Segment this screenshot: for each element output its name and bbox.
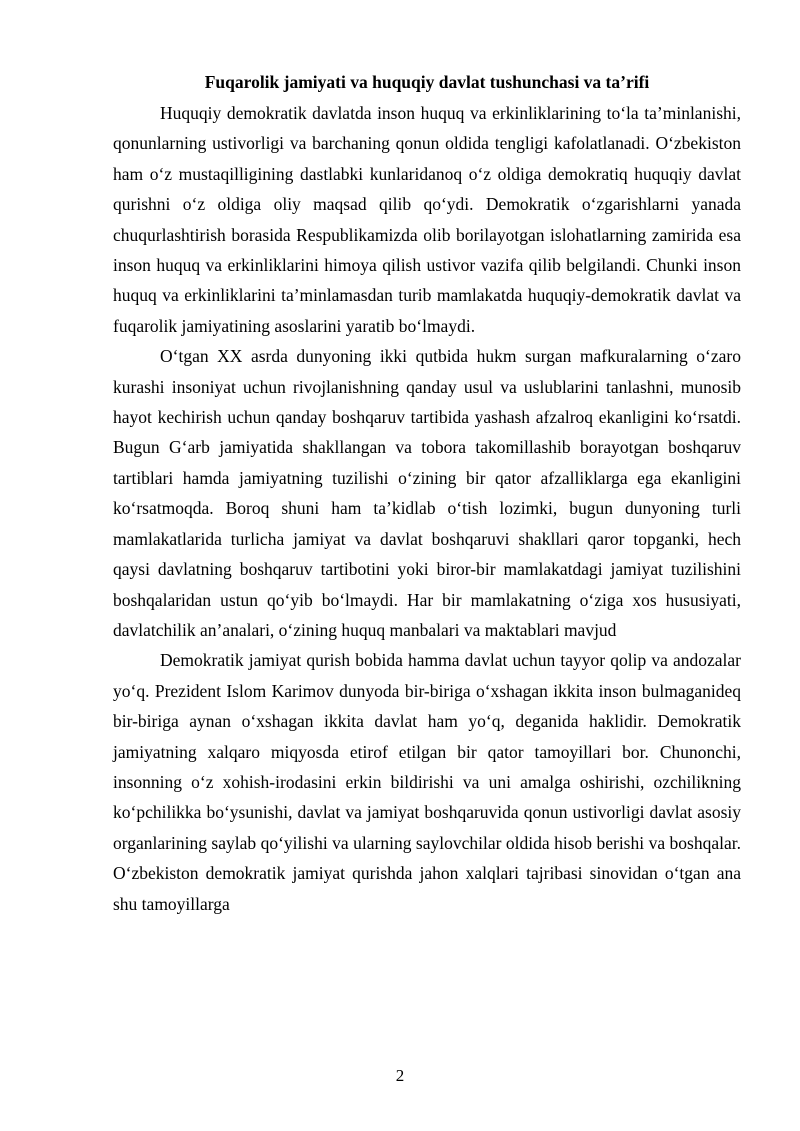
document-title: Fuqarolik jamiyati va huquqiy davlat tushunchasi va ta’rifi bbox=[204, 72, 650, 92]
paragraph-1: Huquqiy demokratik davlatda inson huquq va erkinliklarining to‘la ta’minlanishi, qonunlarning ustivorligi va barchaning qonun oldida tengligi kafolatlanadi. O‘zbekiston ham o‘z mustaqilligining dastlabki kunlaridanoq o‘z oldiga demokratiq huquqiy davlat qurishni o‘z oldiga oliy maqsad qilib qo‘ydi. Demokratik o‘zgarishlarni yanada chuqurlashtirish borasida Respublikamizda olib borilayotgan islohatlarning zamirida esa inson huquq va erkinliklarini himoya qilish ustivor vazifa qilib belgilandi. Chunki inson huquq va erkinliklarini ta’minlamasdan turib mamlakatda huquqiy-demokratik davlat va fuqarolik jamiyatining asoslarini yaratib bo‘lmaydi. bbox=[113, 103, 741, 336]
document-page bbox=[113, 70, 741, 919]
page-number: 2 bbox=[395, 1066, 405, 1085]
paragraph-3: Demokratik jamiyat qurish bobida hamma davlat uchun tayyor qolip va andozalar yo‘q. Prezident Islom Karimov dunyoda bir-biriga o‘xshagan ikkita inson bulmaganideq bir-biriga aynan o‘xshagan ikkita davlat ham yo‘q, deganida haklidir. Demokratik jamiyatning xalqaro miqyosda etirof etilgan bir qator tamoyillari bor. Chunonchi, insonning o‘z xohish-irodasini erkin bildirishi va uni amalga oshirishi, ozchilikning ko‘pchilikka bo‘ysunishi, davlat va jamiyat boshqaruvida qonun ustivorligi davlat asosiy organlarining saylab qo‘yilishi va ularning saylovchilar oldida hisob berishi va boshqalar. O‘zbekiston demokratik jamiyat qurishda jahon xalqlari tajribasi sinovidan o‘tgan ana shu tamoyillarga bbox=[113, 650, 741, 914]
paragraph-2: O‘tgan XX asrda dunyoning ikki qutbida hukm surgan mafkuralarning o‘zaro kurashi insoniyat uchun rivojlanishning qanday usul va uslublarini tanlashni, munosib hayot kechirish uchun qanday boshqaruv tartibida yashash afzalroq ekanligini ko‘rsatdi. Bugun G‘arb jamiyatida shakllangan va tobora takomillashib borayotgan boshqaruv tartiblari hamda jamiyatning tuzilishi o‘zining bir qator afzalliklarga ega ekanligini ko‘rsatmoqda. Boroq shuni ham ta’kidlab o‘tish lozimki, bugun dunyoning turli mamlakatlarida turlicha jamiyat va davlat boshqaruvi shakllari qaror topganki, hech qaysi davlatning boshqaruv tartibotini yoki biror-bir mamlakatdagi jamiyat tuzilishini boshqalaridan ustun qo‘yib bo‘lmaydi. Har bir mamlakatning o‘ziga xos hususiyati, davlatchilik an’analari, o‘zining huquq manbalari va maktablari mavjud bbox=[113, 346, 741, 640]
